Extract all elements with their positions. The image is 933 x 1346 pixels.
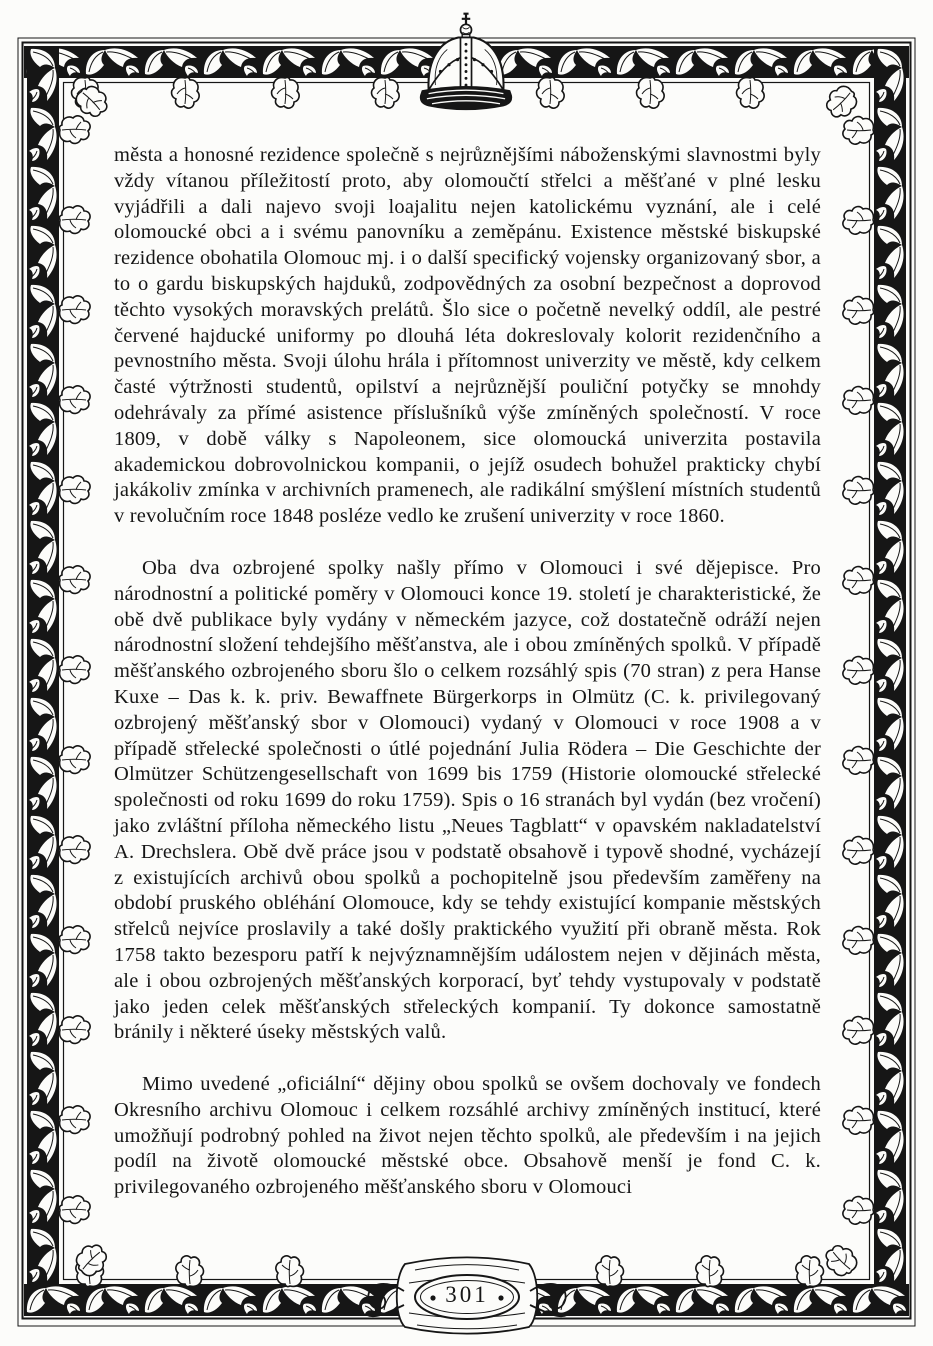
border-band-left	[27, 46, 59, 1285]
border-band-right	[874, 46, 906, 1285]
body-paragraph-2: Oba dva ozbrojené spolky našly přímo v Olomouci i své dějepisce. Pro národnostní a politické poměry v Olomouci konce 19. století je charakteristické, že obě dvě publikace byly vydány v německém jazyce, což dostatečně odráží nejen národnostní složení tehdejšího měšťanstva, ale i obou zmíněných spolků. V případě měšťanského ozbrojeného sboru šlo o celkem rozsáhlý spis (70 stran) z pera Hanse Kuxe – Das k. k. priv. Bewaffnete Bürgerkorps in Olmütz (C. k. privilegovaný ozbrojený měšťanský sbor v Olomouci) vydaný v Olomouci v roce 1908 a v případě střelecké společnosti o útlé pojednání Julia Rödera – Die Geschichte der Olmützer Schützengesellschaft von 1699 bis 1759 (Historie olomoucké střelecké společnosti od roku 1699 do roku 1759). Spis o 16 stranách byl vydán (bez vročení) jako zvláštní příloha německého listu „Neues Tagblatt“ v opavském nakladatelství A. Drechslera. Obě dvě práce jsou v podstatě obsahově i typově shodné, vycházejí z existujících archivů obou spolků a pochopitelně jsou především zaměřeny na období pruského obléhání Olomouce, kdy se tehdy existující kompanie městských střelců nejvíce proslavily a také došly praktického využití při obraně města. Rok 1758 takto bezesporu patří k nejvýznamnějším událostem nejen v dějinách města, ale i obou ozbrojených měšťanských korporací, byť tehdy vystupovaly v podstatě jako jeden celek měšťanských střeleckých kompanií. Ty dokonce samostatně bránily i některé úseky městských valů.	[114, 556, 821, 1044]
body-paragraph-3: Mimo uvedené „oficiální“ dějiny obou spolků se ovšem dochovaly ve fondech Okresního archivu Olomouc i celkem rozsáhlé archivy zmíněných institucí, které umožňují podrobný pohled na život nejen těchto spolků, ale především i na jejich podíl na životě olomoucké městské obce. Obsahově menší je fond C. k. privilegovaného ozbrojeného měšťanského sboru v Olomouci	[114, 1073, 821, 1199]
body-text	[114, 143, 821, 1201]
crown-ornament	[420, 14, 512, 110]
page-number: 301	[445, 1282, 489, 1307]
body-paragraph-1: města a honosné rezidence společně s nejrůznějšími náboženskými slavnostmi byly vždy vítanou příležitostí proto, aby olomoučtí střelci a měšťané v plné lesku vyjádřili a dali najevo svoji loajalitu nejen katolickému vyznání, ale i celé olomoucké obci a i svému panovníku a zeměpánu. Existence městské biskupské rezidence obohatila Olomouc mj. i o další specifický vojensky organizovaný sbor, a to o gardu biskupských hajduků, zodpovědných za osobní bezpečnost a doprovod těchto vysokých moravských prelátů. Šlo sice o početně nevelký oddíl, ale pestré červené hajducké uniformy po dlouhá léta dokreslovaly kolorit rezidenčního a pevnostního města. Svoji úlohu hrála i přítomnost univerzity ve městě, kdy celkem časté výtržnosti studentů, opilství a nejrůznější pouliční potyčky se mnohdy odehrávaly za přímé asistence příslušníků výše zmíněných společností. V roce 1809, v době války s Napoleonem, sice olomoucká univerzita postavila akademickou dobrovolnickou kompanii, o jejíž osudech bohužel prakticky chybí jakákoliv zmínka v archivních pramenech, ale radikální smýšlení místních studentů v revolučním roce 1848 posléze vedlo ke zrušení univerzity v roce 1860.	[114, 144, 821, 528]
